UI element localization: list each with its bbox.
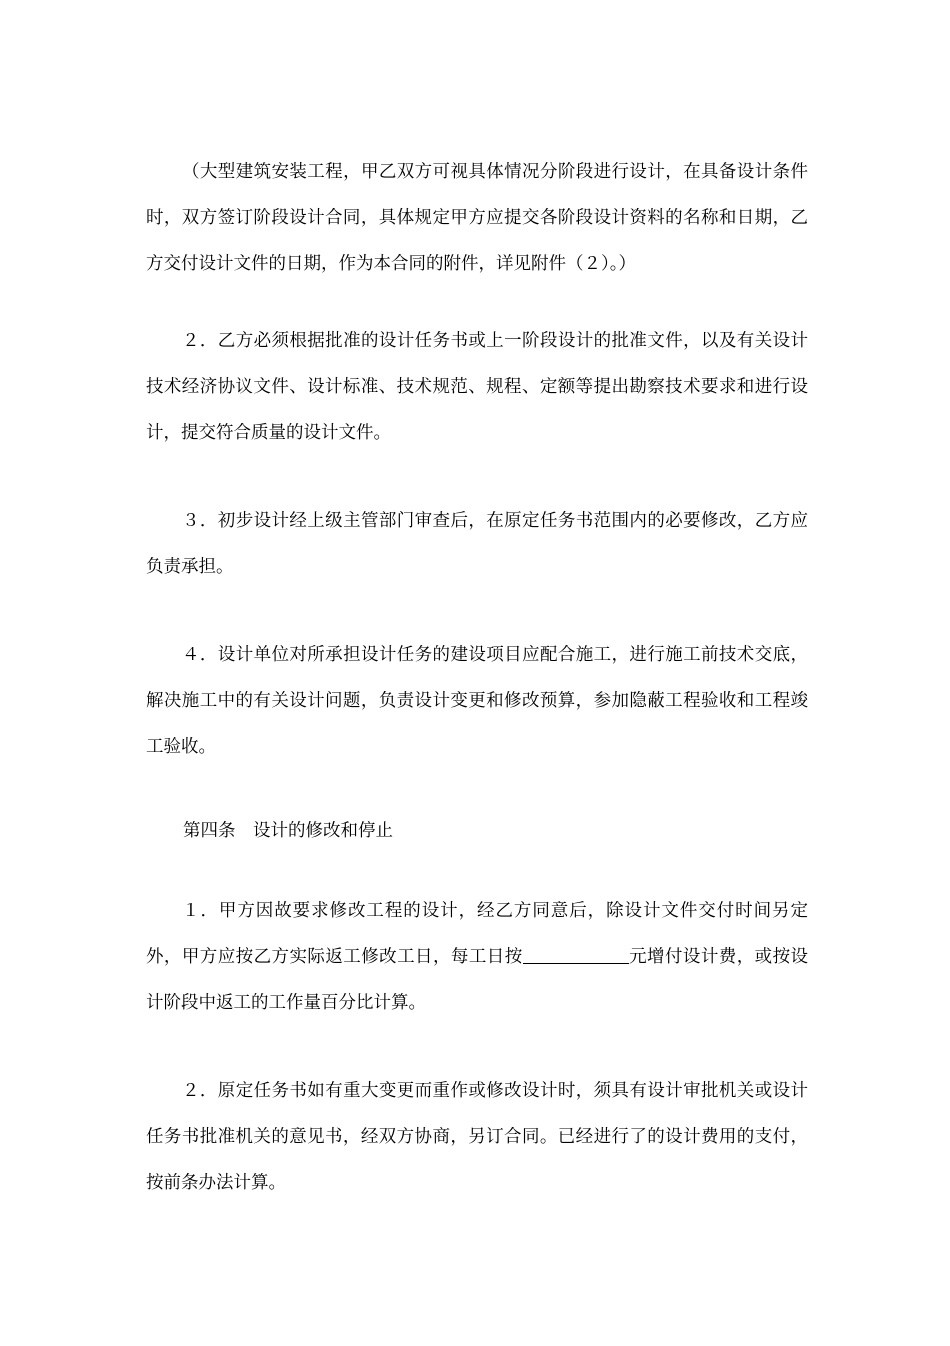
paragraph-modification-1 bbox=[146, 888, 808, 1026]
paragraph-text-after-blank: 元增付设计费，或按设计阶段中返工的工作量百分比计算。 bbox=[146, 947, 809, 1013]
paragraph-design-stages: （大型建筑安装工程，甲乙双方可视具体情况分阶段进行设计，在具备设计条件时，双方签订阶段设计合同，具体规定甲方应提交各阶段设计资料的名称和日期，乙方交付设计文件的日期，作为本合同的附件，详见附件（２）。） bbox=[146, 162, 808, 274]
paragraph-text-before-blank: １．甲方因故要求修改工程的设计，经乙方同意后，除设计文件交付时间另定外，甲方应按乙方实际返工修改工日，每工日按 bbox=[146, 901, 808, 967]
paragraph-modification-2: ２．原定任务书如有重大变更而重作或修改设计时，须具有设计审批机关或设计任务书批准机关的意见书，经双方协商，另订合同。已经进行了的设计费用的支付，按前条办法计算。 bbox=[146, 1081, 808, 1193]
fee-blank-line bbox=[523, 945, 629, 964]
paragraph-clause-2: ２．乙方必须根据批准的设计任务书或上一阶段设计的批准文件，以及有关设计技术经济协议文件、设计标准、技术规范、规程、定额等提出勘察技术要求和进行设计，提交符合质量的设计文件。 bbox=[146, 331, 808, 443]
paragraph-clause-3: ３．初步设计经上级主管部门审查后，在原定任务书范围内的必要修改，乙方应负责承担。 bbox=[146, 511, 808, 577]
paragraph-clause-4: ４．设计单位对所承担设计任务的建设项目应配合施工，进行施工前技术交底，解决施工中的有关设计问题，负责设计变更和修改预算，参加隐蔽工程验收和工程竣工验收。 bbox=[146, 645, 808, 757]
article-heading: 第四条 设计的修改和停止 bbox=[183, 821, 393, 841]
